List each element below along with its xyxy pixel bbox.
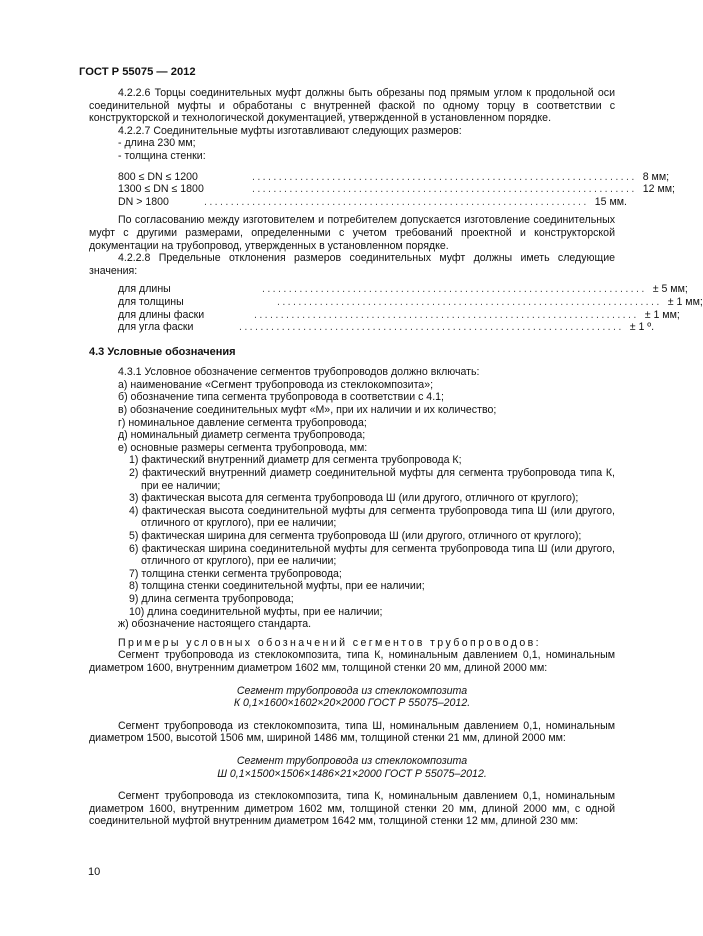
example-1-description: Сегмент трубопровода из стеклокомпозита, типа К, номинальным давлением 0,1, номинальным диаметром 1600, внутренним диаметром 1602 мм, толщиной стенки 20 мм, длиной 2000 мм:: [89, 649, 615, 674]
sub-list-item: 9) длина сегмента трубопровода;: [129, 592, 294, 605]
thickness-row: 800 ≤ DN ≤ 1200 ........................................................................ 8 мм;: [118, 170, 670, 183]
paragraph-4-3-1: 4.3.1 Условное обозначение сегментов трубопроводов должно включать:: [118, 366, 480, 379]
sub-list-item: 4) фактическая высота соединительной муфты для сегмента трубопровода типа Ш (или другого, отличного от круглого), при ее наличии;: [129, 504, 615, 530]
thickness-row: 1300 ≤ DN ≤ 1800 ........................................................................ 12 мм;: [118, 183, 675, 196]
list-item: а) наименование «Сегмент трубопровода из стеклокомпозита»;: [118, 378, 434, 391]
sub-list-item: 8) толщина стенки соединительной муфты, при ее наличии;: [129, 580, 425, 593]
sub-list-item: 10) длина соединительной муфты, при ее наличии;: [129, 605, 383, 618]
example-2-name: Сегмент трубопровода из стеклокомпозита: [236, 754, 468, 767]
length-line: - длина 230 мм;: [118, 137, 196, 150]
list-item: д) номинальный диаметр сегмента трубопровода;: [118, 429, 366, 442]
list-item: ж) обозначение настоящего стандарта.: [118, 618, 312, 631]
tolerance-table: [89, 283, 703, 334]
thickness-line: - толщина стенки:: [118, 149, 206, 162]
paragraph-4-2-2-8: 4.2.2.8 Предельные отклонения размеров соединительных муфт должны иметь следующие значения:: [89, 252, 615, 277]
sub-list-item: 6) фактическая ширина соединительной муфты для сегмента трубопровода типа Ш (или другого, отличного от круглого), при ее наличии;: [129, 542, 615, 568]
agreement-paragraph: По согласованию между изготовителем и потребителем допускается изготовление соединительных муфт с другими размерами, определенными с учетом требований проектной и конструкторской документации на трубопровод, утвержденных в установленном порядке.: [89, 214, 615, 252]
paragraph-4-2-2-6: 4.2.2.6 Торцы соединительных муфт должны быть обрезаны под прямым углом к продольной оси соединительной муфты и обработаны с внутренней фаской по одному торцу в соответствии с конструкторской и технологической документацией, утвержденной в установленном порядке.: [89, 87, 615, 125]
example-1-name: Сегмент трубопровода из стеклокомпозита: [236, 684, 468, 697]
thickness-row: DN > 1800 ........................................................................ 15 мм.: [118, 195, 627, 208]
tolerance-row: для длины ........................................................................ ± 5 мм;: [118, 283, 688, 296]
example-2-description: Сегмент трубопровода из стеклокомпозита, типа Ш, номинальным давлением 0,1, номинальным диаметром 1500, высотой 1506 мм, шириной 1486 мм, толщиной стенки 21 мм, длиной 2000 мм:: [89, 719, 615, 745]
document-header: ГОСТ Р 55075 — 2012: [79, 66, 196, 78]
page-number: 10: [88, 866, 101, 878]
section-heading-4-3: 4.3 Условные обозначения: [89, 345, 236, 358]
list-item: е) основные размеры сегмента трубопровода, мм:: [118, 441, 368, 454]
sub-list-item: 5) фактическая ширина для сегмента трубопровода Ш (или другого, отличного от круглого);: [129, 530, 582, 542]
sub-list-item: 3) фактическая высота для сегмента трубопровода Ш (или другого, отличного от круглого);: [129, 492, 579, 505]
example-2-code: Ш 0,1×1500×1506×1486×21×2000 ГОСТ Р 55075–2012.: [217, 767, 487, 780]
example-1-code: К 0,1×1600×1602×20×2000 ГОСТ Р 55075–2012.: [233, 697, 471, 710]
page-content: [89, 87, 703, 828]
list-item: б) обозначение типа сегмента трубопровода в соответствии с 4.1;: [118, 391, 444, 404]
sub-list-item: 1) фактический внутренний диаметр для сегмента трубопровода К;: [129, 454, 462, 467]
example-3-description: Сегмент трубопровода из стеклокомпозита, типа К, номинальным давлением 0,1, номинальным диаметром 1600, внутренним диметром 1602 мм, толщиной стенки 20 мм, длиной 2000 мм, с одной соединительной муфтой внутренним диаметром 1642 мм, толщиной стенки 12 мм, длиной 230 мм:: [89, 790, 615, 828]
tolerance-row: для длины фаски ........................................................................ ± 1 мм;: [118, 308, 680, 321]
examples-heading: Примеры условных обозначений сегментов трубопроводов:: [118, 636, 541, 649]
tolerance-row: для угла фаски ........................................................................ ± 1 º.: [118, 321, 655, 334]
list-item: г) номинальное давление сегмента трубопровода;: [118, 416, 367, 429]
sub-list-item: 2) фактический внутренний диаметр соединительной муфты для сегмента трубопровода типа К, при ее наличии;: [129, 467, 615, 492]
paragraph-4-2-2-7: 4.2.2.7 Соединительные муфты изготавливают следующих размеров:: [118, 124, 462, 137]
thickness-table: [89, 170, 675, 209]
tolerance-row: для толщины ........................................................................ ± 1 мм;: [118, 295, 703, 308]
list-item: в) обозначение соединительных муфт «М», при их наличии и их количество;: [118, 404, 497, 417]
sub-list-item: 7) толщина стенки сегмента трубопровода;: [129, 567, 342, 580]
